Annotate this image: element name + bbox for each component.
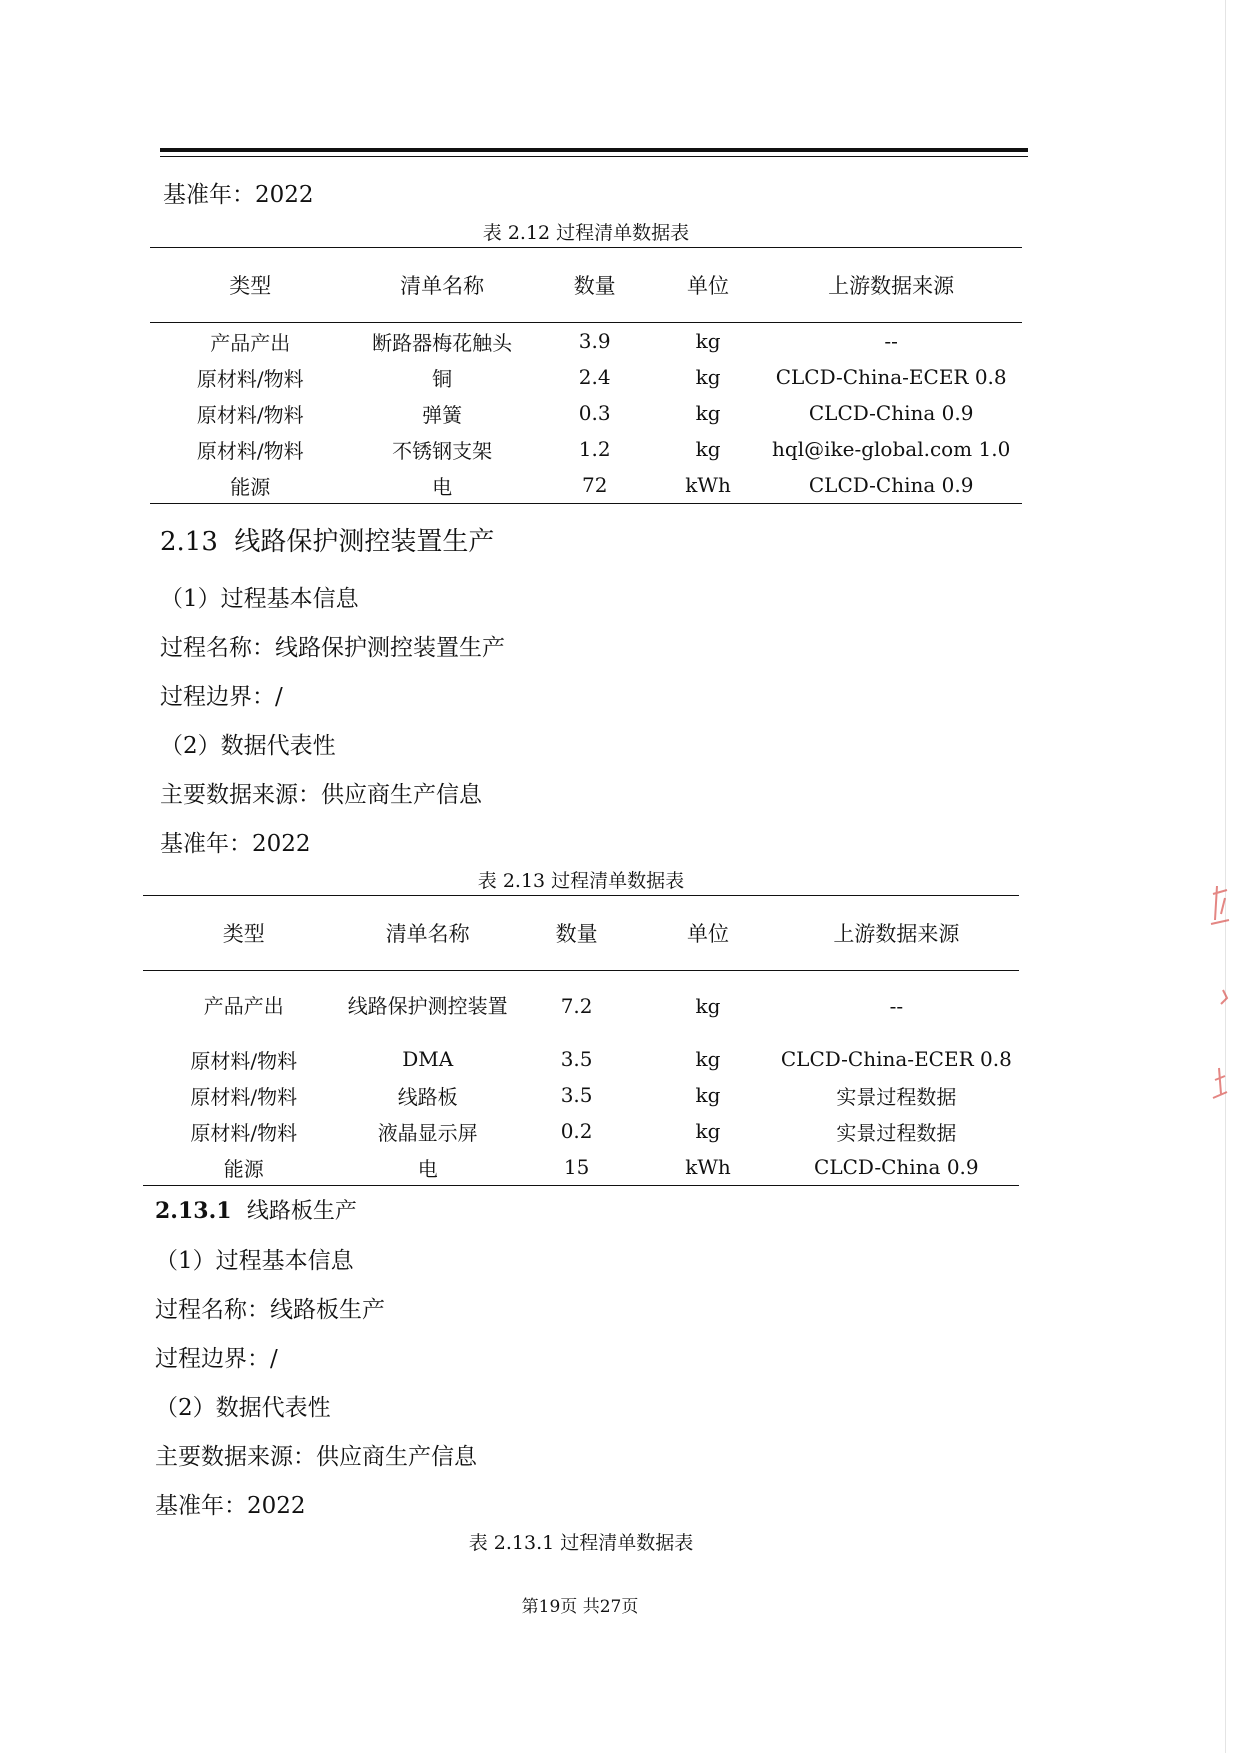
table-cell: 电 [351,467,534,504]
table-cell: kg [695,994,721,1018]
table-row [143,1077,1019,1113]
process-boundary-line: 过程边界：/ [155,1346,278,1372]
table-cell: 原材料/物料 [190,1084,298,1109]
column-header: 上游数据来源 [760,248,1022,323]
process-inventory-table-2-12 [150,247,1022,504]
header-rule [160,148,1028,152]
table-row [143,1041,1019,1077]
table-cell: kg [695,1047,721,1071]
table-cell: CLCD-China 0.9 [808,401,974,425]
table-cell: 不锈钢支架 [392,438,493,463]
table-row [150,395,1022,431]
table-cell: 产品产出 [210,330,291,355]
column-header: 单位 [656,248,761,323]
column-header: 清单名称 [344,896,510,971]
section-heading-2-13 [160,521,494,558]
table-cell: CLCD-China 0.9 [774,1149,1019,1186]
table-cell: 0.2 [560,1119,593,1143]
table-caption-2-12: 表 2.12 过程清单数据表 [482,222,690,244]
table-cell: 3.5 [560,1083,593,1107]
table-cell: 15 [511,1149,642,1186]
section-title: 线路保护测控装置生产 [234,527,495,557]
section-number: 2.13 [160,527,218,557]
table-row [150,323,1022,360]
subheading-data-representativeness: （2）数据代表性 [155,1395,331,1421]
table-cell: kg [695,401,721,425]
table-cell: 0.3 [578,401,611,425]
subheading-data-representativeness: （2）数据代表性 [160,733,336,759]
page-footer: 第19页 共27页 [521,1597,639,1617]
section-number: 2.13.1 [155,1198,232,1224]
column-header: 上游数据来源 [774,896,1019,971]
table-cell: 3.5 [560,1047,593,1071]
header-rule-thin [160,156,1028,157]
base-year-line: 基准年：2022 [160,831,311,857]
page-edge [1225,0,1226,1753]
table-row [150,359,1022,395]
table-cell: 原材料/物料 [190,1120,298,1145]
table-cell: 能源 [143,1149,344,1186]
data-source-line: 主要数据来源：供应商生产信息 [160,782,482,808]
data-source-line: 主要数据来源：供应商生产信息 [155,1444,477,1470]
column-header: 清单名称 [351,248,534,323]
table-cell: DMA [402,1047,454,1071]
table-cell: 原材料/物料 [196,402,304,427]
column-header: 类型 [150,248,351,323]
table-cell: CLCD-China 0.9 [760,467,1022,504]
table-cell: 2.4 [578,365,611,389]
table-cell: 断路器梅花触头 [372,330,513,355]
base-year-line: 基准年：2022 [155,1493,306,1519]
table-cell: 1.2 [578,437,611,461]
section-title: 线路板生产 [246,1199,357,1224]
process-name-line: 过程名称：线路保护测控装置生产 [160,635,505,661]
table-cell: 原材料/物料 [196,438,304,463]
table-cell: CLCD-China-ECER 0.8 [780,1047,1012,1071]
table-cell: 电 [344,1149,510,1186]
table-cell: 原材料/物料 [190,1048,298,1073]
table-cell: 铜 [432,366,453,391]
table-row [143,1149,1019,1186]
table-cell: -- [884,329,898,353]
table-cell: 产品产出 [203,994,284,1018]
seal-stamp-fragment [1205,880,1235,1140]
process-inventory-table-2-13 [143,895,1019,1186]
table-cell: hql@ike-global.com 1.0 [772,437,1011,461]
table-cell: 能源 [150,467,351,504]
table-cell: CLCD-China-ECER 0.8 [775,365,1007,389]
process-boundary-line: 过程边界：/ [160,684,283,710]
base-year-line: 基准年：2022 [163,182,314,208]
table-row [143,971,1019,1042]
table-cell: kg [695,365,721,389]
table-cell: kg [695,1083,721,1107]
table-cell: 实景过程数据 [836,1120,957,1145]
table-cell: 线路保护测控装置 [347,994,508,1018]
column-header: 数量 [511,896,642,971]
table-cell: kg [695,1119,721,1143]
table-cell: 3.9 [578,329,611,353]
process-name-line: 过程名称：线路板生产 [155,1297,385,1323]
table-cell: kWh [656,467,761,504]
subheading-basic-info: （1）过程基本信息 [160,586,359,612]
table-cell: 线路板 [397,1084,458,1109]
table-cell: 弹簧 [422,402,463,427]
table-cell: kWh [642,1149,773,1186]
table-cell: 72 [534,467,656,504]
table-row [150,467,1022,504]
table-caption-2-13-1: 表 2.13.1 过程清单数据表 [468,1532,694,1554]
table-caption-2-13: 表 2.13 过程清单数据表 [477,870,685,892]
table-cell: -- [889,994,904,1018]
subheading-basic-info: （1）过程基本信息 [155,1248,354,1274]
table-cell: 液晶显示屏 [377,1120,478,1145]
table-row [143,1113,1019,1149]
table-cell: 原材料/物料 [196,366,304,391]
section-heading-2-13-1 [155,1194,357,1225]
table-row [150,431,1022,467]
table-cell: 实景过程数据 [836,1084,957,1109]
column-header: 类型 [143,896,344,971]
column-header: 单位 [642,896,773,971]
table-cell: kg [695,329,721,353]
table-cell: 7.2 [560,994,593,1018]
table-cell: kg [695,437,721,461]
column-header: 数量 [534,248,656,323]
